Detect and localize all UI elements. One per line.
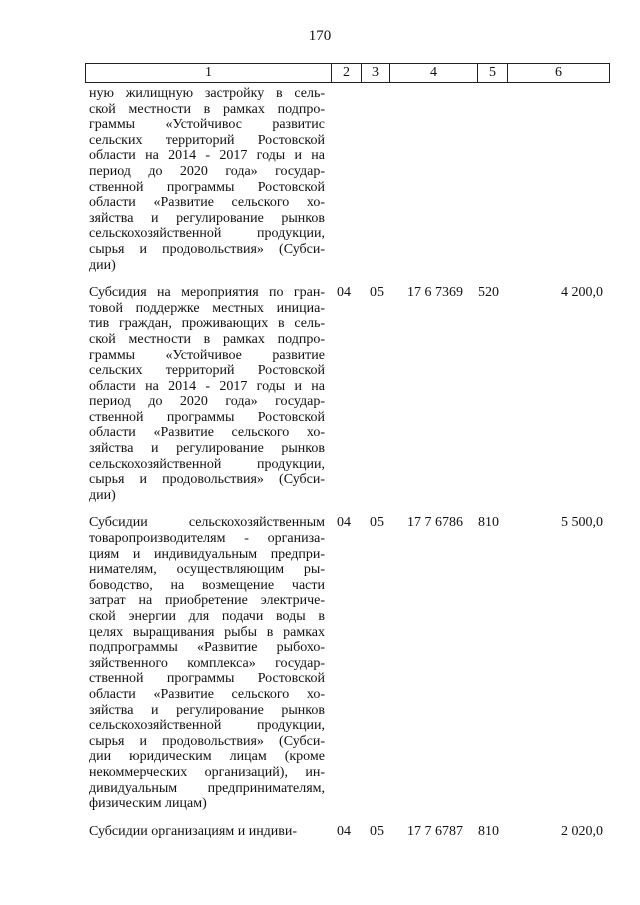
table-row [85,824,609,840]
expense-type-code: 810 [478,823,499,839]
target-article-code: 17 6 7369 [407,285,463,301]
amount: 2 020,0 [561,823,603,839]
header-col-2: 2 [332,64,362,83]
description-line: ственной программы Ростовской [89,671,325,687]
description-line: граммы «Устойчивос развитис [89,117,325,133]
expense-type-code: 520 [478,285,499,301]
description-line: граммы «Устойчивое развитие [89,347,325,363]
description-line: период до 2020 года» государ- [89,163,325,179]
description-line: сельскохозяйственной продукции, [89,226,325,242]
description-line: зяйства и регулирование рынков [89,441,325,457]
description-line: физическим лицам) [89,796,207,812]
row-description [85,824,325,840]
description-line: дии) [89,257,116,273]
description-line: подпрограммы «Развитие рыбохо- [89,640,325,656]
description-line: сельскохозяйственной продукции, [89,456,325,472]
table-row [85,86,609,273]
header-col-3: 3 [362,64,390,83]
section-code: 04 [337,285,351,301]
description-line: ственной программы Ростовской [89,409,325,425]
description-line: сельских территорий Ростовской [89,132,325,148]
description-line: нимателям, осуществляющим ры- [89,562,325,578]
description-line: Субсидии сельскохозяйственным [89,515,325,531]
page-number: 170 [308,28,332,44]
description-line: товаропроизводителям - организа- [89,531,325,547]
header-col-4: 4 [390,64,478,83]
description-line: ственной программы Ростовской [89,179,325,195]
row-description [85,285,325,503]
subsection-code: 05 [370,285,384,301]
description-line: области «Развитие сельского хо- [89,686,325,702]
description-line: циям и индивидуальным предпри- [89,546,325,562]
description-line: целях выращивания рыбы в рамках [89,624,325,640]
description-line: дивидуальным предпринимателям, [89,780,325,796]
description-line: тив граждан, проживающих в сель- [89,316,325,332]
amount: 5 500,0 [561,515,603,531]
description-line: зяйства и регулирование рынков [89,210,325,226]
description-line: дии юридическим лицам (кроме [89,749,325,765]
target-article-code: 17 7 6786 [407,515,463,531]
row-description [85,86,325,273]
expense-type-code: 810 [478,515,499,531]
description-line: сырья и продовольствия» (Субси- [89,472,325,488]
row-description [85,515,325,811]
description-line: боводство, на возмещение части [89,577,325,593]
description-line: некоммерческих организаций), ин- [89,764,325,780]
section-code: 04 [337,515,351,531]
table-row [85,515,609,811]
description-line: области на 2014 - 2017 годы и на [89,148,325,164]
description-line: дии) [89,487,116,503]
amount: 4 200,0 [561,285,603,301]
description-line: Субсидия на мероприятия по гран- [89,285,325,301]
description-line: сырья и продовольствия» (Субси- [89,241,325,257]
section-code: 04 [337,823,351,839]
subsection-code: 05 [370,823,384,839]
table-header [85,63,610,83]
description-line: области «Развитие сельского хо- [89,425,325,441]
description-line: области «Развитие сельского хо- [89,195,325,211]
description-line: Субсидии организациям и индиви- [89,823,298,839]
description-line: зяйственного комплекса» государ- [89,655,325,671]
description-line: товой поддержке местных инициа- [89,300,325,316]
description-line: области на 2014 - 2017 годы и на [89,378,325,394]
description-line: ской местности в рамках подпро- [89,331,325,347]
description-line: ской энергии для подачи воды в [89,609,325,624]
header-col-1: 1 [86,64,332,83]
description-line: сельскохозяйственной продукции, [89,718,325,734]
header-col-5: 5 [478,64,508,83]
description-line: период до 2020 года» государ- [89,394,325,410]
table-body [85,86,609,839]
description-line: ную жилищную застройку в сель- [89,86,325,101]
description-line: сырья и продовольствия» (Субси- [89,733,325,749]
description-line: сельских территорий Ростовской [89,363,325,379]
target-article-code: 17 7 6787 [407,823,463,839]
header-col-6: 6 [508,64,610,83]
description-line: ской местности в рамках подпро- [89,101,325,117]
subsection-code: 05 [370,515,384,531]
table-row [85,285,609,503]
description-line: затрат на приобретение электриче- [89,593,325,609]
description-line: зяйства и регулирование рынков [89,702,325,718]
